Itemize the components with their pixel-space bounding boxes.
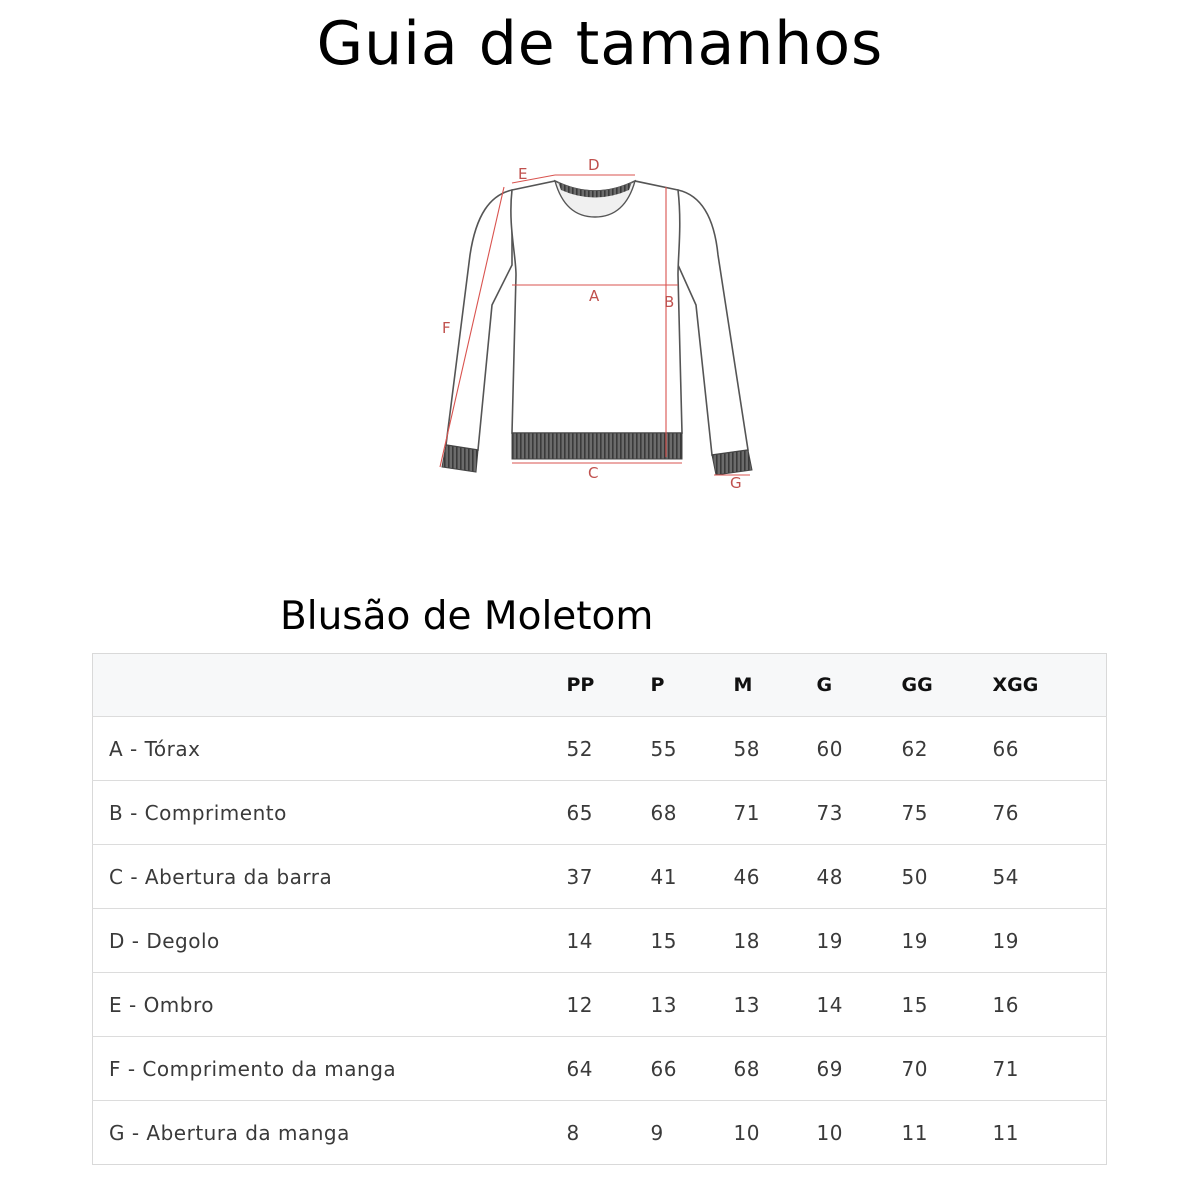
waistband xyxy=(512,433,682,459)
label-c: C xyxy=(588,464,599,482)
cell-value: 76 xyxy=(993,781,1107,845)
sweatshirt-diagram xyxy=(420,145,780,505)
cell-value: 10 xyxy=(817,1101,902,1165)
left-cuff xyxy=(442,445,478,472)
header-size-xgg: XGG xyxy=(993,654,1107,717)
header-size-gg: GG xyxy=(902,654,993,717)
cell-value: 65 xyxy=(567,781,651,845)
label-a: A xyxy=(589,287,600,305)
cell-value: 37 xyxy=(567,845,651,909)
cell-value: 15 xyxy=(651,909,734,973)
right-cuff xyxy=(712,450,752,475)
cell-value: 70 xyxy=(902,1037,993,1101)
cell-value: 18 xyxy=(734,909,817,973)
table-row xyxy=(93,845,1107,909)
cell-value: 68 xyxy=(651,781,734,845)
cell-value: 62 xyxy=(902,717,993,781)
cell-value: 14 xyxy=(817,973,902,1037)
cell-value: 41 xyxy=(651,845,734,909)
cell-value: 19 xyxy=(993,909,1107,973)
cell-value: 52 xyxy=(567,717,651,781)
cell-value: 73 xyxy=(817,781,902,845)
row-label: F - Comprimento da manga xyxy=(93,1037,567,1101)
cell-value: 13 xyxy=(651,973,734,1037)
table-row xyxy=(93,717,1107,781)
cell-value: 10 xyxy=(734,1101,817,1165)
cell-value: 60 xyxy=(817,717,902,781)
cell-value: 11 xyxy=(902,1101,993,1165)
label-g: G xyxy=(730,474,742,492)
left-sleeve-outline xyxy=(446,190,512,450)
table-row xyxy=(93,1101,1107,1165)
cell-value: 69 xyxy=(817,1037,902,1101)
table-row xyxy=(93,781,1107,845)
header-size-m: M xyxy=(734,654,817,717)
cell-value: 16 xyxy=(993,973,1107,1037)
cell-value: 68 xyxy=(734,1037,817,1101)
body-outline xyxy=(511,181,682,433)
size-table xyxy=(92,653,1107,1165)
cell-value: 50 xyxy=(902,845,993,909)
cell-value: 15 xyxy=(902,973,993,1037)
cell-value: 54 xyxy=(993,845,1107,909)
row-label: C - Abertura da barra xyxy=(93,845,567,909)
cell-value: 55 xyxy=(651,717,734,781)
cell-value: 71 xyxy=(734,781,817,845)
cell-value: 48 xyxy=(817,845,902,909)
header-size-p: P xyxy=(651,654,734,717)
right-sleeve-outline xyxy=(678,190,748,455)
cell-value: 14 xyxy=(567,909,651,973)
row-label: B - Comprimento xyxy=(93,781,567,845)
label-f: F xyxy=(442,319,451,337)
table-header-row xyxy=(93,654,1107,717)
cell-value: 13 xyxy=(734,973,817,1037)
cell-value: 19 xyxy=(817,909,902,973)
row-label: D - Degolo xyxy=(93,909,567,973)
cell-value: 71 xyxy=(993,1037,1107,1101)
row-label: A - Tórax xyxy=(93,717,567,781)
cell-value: 12 xyxy=(567,973,651,1037)
table-row xyxy=(93,909,1107,973)
cell-value: 46 xyxy=(734,845,817,909)
label-b: B xyxy=(664,293,675,311)
table-row xyxy=(93,973,1107,1037)
label-d: D xyxy=(588,156,600,174)
table-title: Blusão de Moletom xyxy=(280,594,654,639)
header-empty xyxy=(93,654,567,717)
page-title: Guia de tamanhos xyxy=(316,9,884,79)
header-size-g: G xyxy=(817,654,902,717)
cell-value: 66 xyxy=(993,717,1107,781)
row-label: E - Ombro xyxy=(93,973,567,1037)
cell-value: 75 xyxy=(902,781,993,845)
cell-value: 9 xyxy=(651,1101,734,1165)
cell-value: 66 xyxy=(651,1037,734,1101)
table-row xyxy=(93,1037,1107,1101)
row-label: G - Abertura da manga xyxy=(93,1101,567,1165)
cell-value: 11 xyxy=(993,1101,1107,1165)
label-e: E xyxy=(518,165,528,183)
cell-value: 58 xyxy=(734,717,817,781)
cell-value: 64 xyxy=(567,1037,651,1101)
cell-value: 8 xyxy=(567,1101,651,1165)
cell-value: 19 xyxy=(902,909,993,973)
header-size-pp: PP xyxy=(567,654,651,717)
